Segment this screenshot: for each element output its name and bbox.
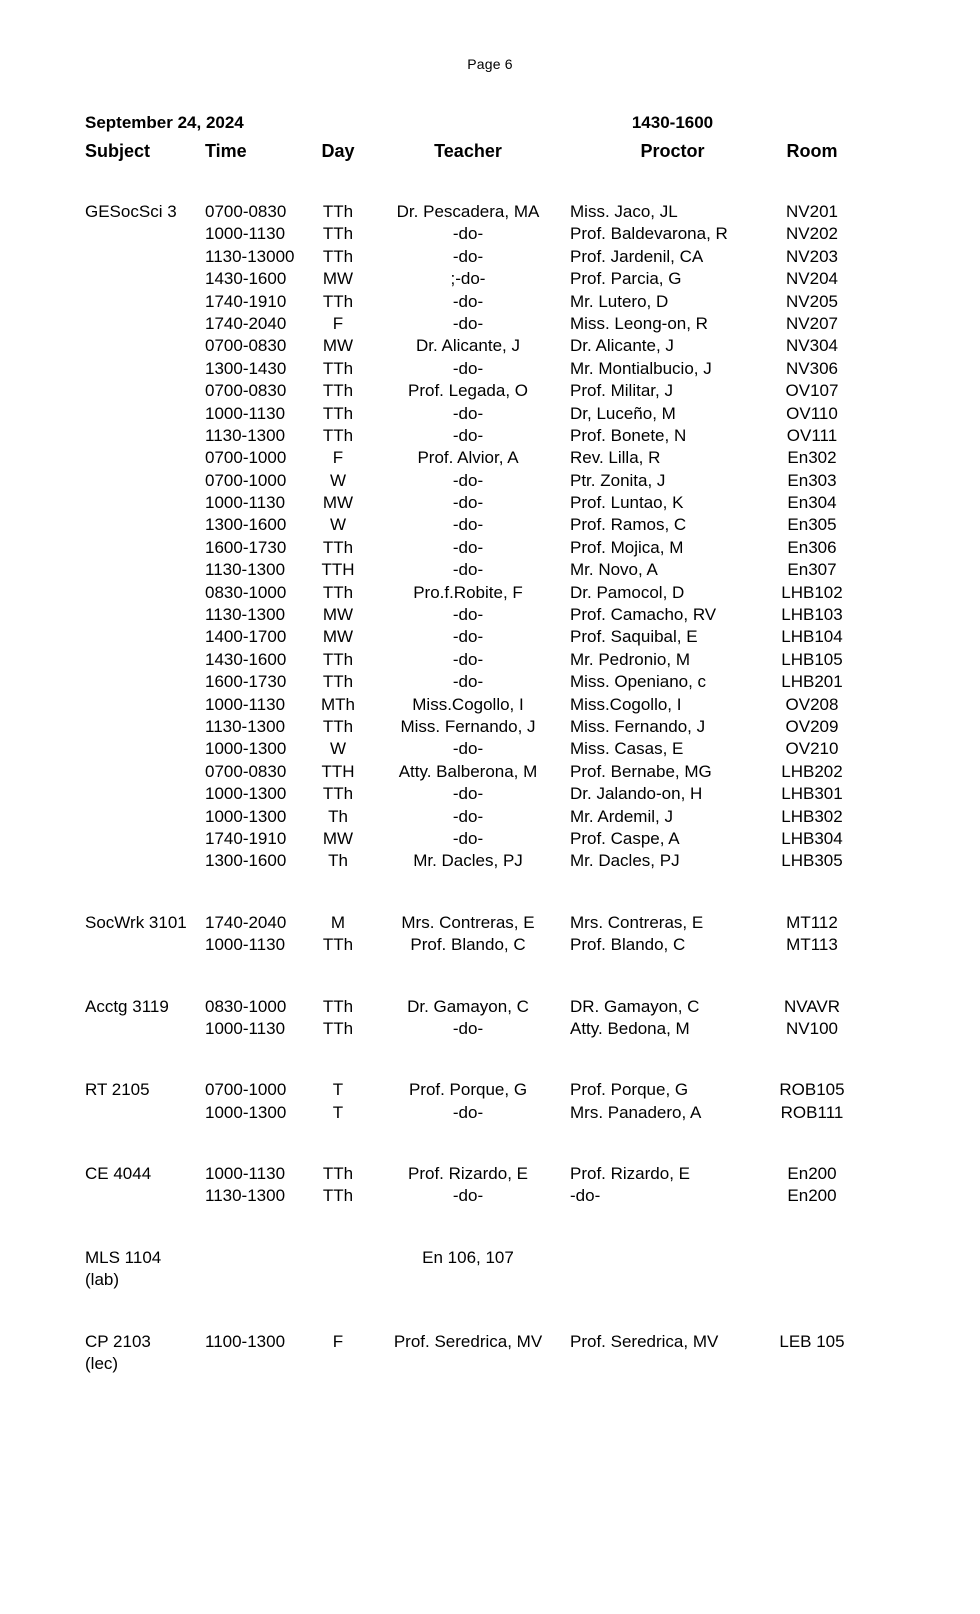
- cell-proctor: Prof. Saquibal, E: [570, 627, 698, 647]
- cell-day: MW: [322, 828, 354, 848]
- cell-day: T: [332, 1080, 344, 1100]
- cell-time: 1130-1300: [205, 605, 286, 625]
- cell-room: En302: [787, 448, 837, 468]
- cell-teacher: -do-: [452, 425, 484, 445]
- cell-room: En307: [787, 560, 837, 580]
- cell-time: 1000-1130: [205, 224, 286, 244]
- cell-room: LHB305: [781, 851, 843, 871]
- cell-room: OV209: [785, 716, 839, 736]
- cell-teacher: -do-: [452, 605, 484, 625]
- cell-time: 1740-1910: [205, 828, 287, 848]
- column-header-time: Time: [205, 141, 247, 161]
- cell-room: LHB301: [781, 784, 843, 804]
- table-row: [0, 671, 980, 693]
- cell-proctor: Mr. Montialbucio, J: [570, 358, 712, 378]
- cell-teacher: Prof. Seredrica, MV: [393, 1331, 543, 1351]
- cell-room: NVAVR: [783, 996, 841, 1016]
- cell-proctor: Mr. Pedronio, M: [570, 649, 690, 669]
- cell-room: LEB 105: [779, 1331, 845, 1351]
- cell-teacher: Prof. Porque, G: [408, 1080, 528, 1100]
- cell-day: TTh: [322, 1164, 354, 1184]
- cell-time: 1600-1730: [205, 672, 287, 692]
- cell-subject: SocWrk 3101: [85, 912, 187, 932]
- cell-proctor: Prof. Jardenil, CA: [570, 246, 704, 266]
- cell-subject: CP 2103: [85, 1331, 151, 1351]
- table-row: [0, 470, 980, 492]
- cell-proctor: Prof. Mojica, M: [570, 537, 684, 557]
- cell-day: MW: [322, 493, 354, 513]
- cell-room: NV204: [786, 269, 838, 289]
- cell-time: 0700-1000: [205, 1080, 287, 1100]
- table-row: [0, 850, 980, 872]
- cell-time: 0830-1000: [205, 582, 287, 602]
- cell-proctor: Prof. Baldevarona, R: [570, 224, 728, 244]
- table-row: [0, 626, 980, 648]
- cell-day: MW: [322, 336, 354, 356]
- cell-teacher: -do-: [452, 493, 484, 513]
- cell-day: W: [329, 739, 347, 759]
- cell-teacher: -do-: [452, 739, 484, 759]
- cell-day: TTh: [322, 537, 354, 557]
- cell-time: 1400-1700: [205, 627, 287, 647]
- cell-time: 0700-0830: [205, 381, 287, 401]
- cell-time: 1000-1300: [205, 806, 287, 826]
- column-header-room: Room: [786, 141, 838, 161]
- cell-room: En306: [787, 537, 837, 557]
- cell-room: NV306: [786, 358, 838, 378]
- cell-proctor: Dr. Alicante, J: [570, 336, 674, 356]
- cell-teacher: -do-: [452, 649, 484, 669]
- cell-time: 1000-1130: [205, 1018, 286, 1038]
- cell-teacher: -do-: [452, 515, 484, 535]
- cell-proctor: Mr. Novo, A: [570, 560, 658, 580]
- cell-time: 1000-1130: [205, 403, 286, 423]
- cell-room: LHB304: [781, 828, 843, 848]
- cell-room: En303: [787, 470, 837, 490]
- cell-room: NV205: [786, 291, 838, 311]
- cell-proctor: -do-: [570, 1186, 601, 1206]
- table-row: [0, 1185, 980, 1207]
- cell-subject: Acctg 3119: [85, 996, 169, 1016]
- cell-teacher: En 106, 107: [422, 1247, 514, 1267]
- table-row: [0, 291, 980, 313]
- cell-day: T: [332, 1102, 344, 1122]
- cell-day: MW: [322, 269, 354, 289]
- cell-proctor: Rev. Lilla, R: [570, 448, 661, 468]
- cell-day: TTh: [322, 996, 354, 1016]
- cell-proctor: Miss. Jaco, JL: [570, 202, 678, 221]
- table-row: [0, 649, 980, 671]
- group-spacer: [0, 1208, 980, 1247]
- cell-day: F: [332, 448, 344, 468]
- cell-time: 1000-1130: [205, 1164, 286, 1184]
- cell-teacher: Prof. Rizardo, E: [408, 1164, 528, 1184]
- table-row: [0, 268, 980, 290]
- cell-room: LHB104: [781, 627, 843, 647]
- cell-teacher: ;-do-: [450, 269, 486, 289]
- table-row: [0, 694, 980, 716]
- cell-time: 1740-2040: [205, 912, 287, 932]
- subject-group: [0, 912, 980, 957]
- cell-room: MT112: [786, 912, 838, 932]
- table-row: [0, 358, 980, 380]
- table-row: [0, 313, 980, 335]
- cell-room: ROB105: [779, 1080, 845, 1100]
- cell-proctor: Prof. Luntao, K: [570, 493, 684, 513]
- cell-day: MW: [322, 605, 354, 625]
- table-row: [0, 1247, 980, 1292]
- cell-time: 1000-1300: [205, 1102, 287, 1122]
- cell-room: NV201: [786, 202, 838, 221]
- column-header-day: Day: [321, 141, 355, 161]
- cell-time: 1130-13000: [205, 246, 295, 266]
- table-row: [0, 716, 980, 738]
- cell-time: 1600-1730: [205, 537, 287, 557]
- cell-time: 1000-1130: [205, 694, 286, 714]
- cell-teacher: Dr. Gamayon, C: [407, 996, 529, 1016]
- cell-day: TTh: [322, 1186, 354, 1206]
- cell-teacher: -do-: [452, 246, 484, 266]
- cell-proctor: Ptr. Zonita, J: [570, 470, 666, 490]
- cell-room: NV203: [786, 246, 838, 266]
- cell-time: 1300-1430: [205, 358, 287, 378]
- schedule-table: [0, 201, 980, 1375]
- cell-teacher: Miss.Cogollo, I: [412, 694, 524, 714]
- cell-day: TTh: [322, 202, 354, 221]
- cell-day: TTH: [321, 560, 355, 580]
- cell-subject: GESocSci 3: [85, 202, 177, 221]
- column-header-teacher: Teacher: [434, 141, 502, 161]
- cell-proctor: Dr. Pamocol, D: [570, 582, 685, 602]
- cell-proctor: Mrs. Contreras, E: [570, 912, 704, 932]
- cell-proctor: Prof. Militar, J: [570, 381, 673, 401]
- table-row: [0, 1018, 980, 1040]
- cell-time: 0700-1000: [205, 448, 287, 468]
- cell-teacher: -do-: [452, 224, 484, 244]
- cell-proctor: Miss. Casas, E: [570, 739, 684, 759]
- subject-group: [0, 1331, 980, 1376]
- table-row: [0, 223, 980, 245]
- cell-day: TTh: [322, 935, 354, 955]
- subject-group: [0, 201, 980, 873]
- subject-group: [0, 996, 980, 1041]
- group-spacer: [0, 1124, 980, 1163]
- document-header: [0, 113, 980, 175]
- cell-subject: CE 4044: [85, 1164, 152, 1184]
- cell-teacher: -do-: [452, 291, 484, 311]
- cell-day: TTh: [322, 582, 354, 602]
- cell-proctor: Prof. Bonete, N: [570, 425, 687, 445]
- cell-teacher: Prof. Blando, C: [410, 935, 526, 955]
- table-row: [0, 335, 980, 357]
- cell-time: 1300-1600: [205, 851, 287, 871]
- cell-day: TTh: [322, 1018, 354, 1038]
- group-spacer: [0, 1292, 980, 1331]
- cell-teacher: -do-: [452, 1186, 484, 1206]
- table-row: [0, 492, 980, 514]
- table-row: [0, 783, 980, 805]
- cell-proctor: Mrs. Panadero, A: [570, 1102, 702, 1122]
- column-header-subject: Subject: [85, 141, 151, 161]
- cell-time: 0700-0830: [205, 336, 287, 356]
- cell-proctor: DR. Gamayon, C: [570, 996, 700, 1016]
- table-row: [0, 761, 980, 783]
- cell-proctor: Atty. Bedona, M: [570, 1018, 690, 1038]
- page-number: Page 6: [467, 56, 513, 72]
- cell-time: 1430-1600: [205, 269, 287, 289]
- cell-teacher: Pro.f.Robite, F: [413, 582, 523, 602]
- table-row: [0, 934, 980, 956]
- cell-day: F: [332, 313, 344, 333]
- cell-time: 1430-1600: [205, 649, 287, 669]
- cell-time: 1130-1300: [205, 560, 286, 580]
- cell-time: 1130-1300: [205, 425, 286, 445]
- cell-time: 1000-1130: [205, 935, 286, 955]
- subject-group: [0, 1247, 980, 1292]
- table-row: [0, 380, 980, 402]
- table-row: [0, 537, 980, 559]
- cell-time: 1000-1300: [205, 739, 287, 759]
- cell-proctor: Prof. Porque, G: [570, 1080, 689, 1100]
- table-row: [0, 1079, 980, 1101]
- cell-proctor: Dr, Luceño, M: [570, 403, 676, 423]
- cell-room: En304: [787, 493, 837, 513]
- cell-time: 0700-1000: [205, 470, 287, 490]
- cell-proctor: Miss. Fernando, J: [570, 716, 706, 736]
- cell-room: LHB202: [781, 761, 843, 781]
- cell-proctor: Prof. Ramos, C: [570, 515, 687, 535]
- cell-day: TTH: [321, 761, 355, 781]
- cell-teacher: Atty. Balberona, M: [398, 761, 538, 781]
- cell-day: W: [329, 515, 347, 535]
- cell-room: OV110: [786, 403, 838, 423]
- cell-day: TTh: [322, 291, 354, 311]
- cell-proctor: Prof. Blando, C: [570, 935, 686, 955]
- cell-time: 1000-1130: [205, 493, 286, 513]
- cell-room: En200: [787, 1164, 837, 1184]
- cell-room: LHB103: [781, 605, 843, 625]
- cell-day: TTh: [322, 672, 354, 692]
- cell-room: OV111: [786, 425, 838, 445]
- cell-proctor: Mr. Dacles, PJ: [570, 851, 680, 871]
- table-row: [0, 514, 980, 536]
- cell-time: 1300-1600: [205, 515, 287, 535]
- cell-teacher: Mrs. Contreras, E: [401, 912, 535, 932]
- table-row: [0, 425, 980, 447]
- table-row: [0, 604, 980, 626]
- cell-teacher: Miss. Fernando, J: [400, 716, 536, 736]
- cell-proctor: Prof. Parcia, G: [570, 269, 682, 289]
- cell-day: TTh: [322, 425, 354, 445]
- table-row: [0, 1102, 980, 1124]
- cell-time: 1740-2040: [205, 313, 287, 333]
- cell-subject-note: (lec): [85, 1354, 119, 1374]
- table-row: [0, 806, 980, 828]
- cell-teacher: -do-: [452, 537, 484, 557]
- cell-proctor: Prof. Bernabe, MG: [570, 761, 712, 781]
- cell-day: TTh: [322, 649, 354, 669]
- column-header-proctor: Proctor: [640, 141, 705, 161]
- cell-room: OV208: [785, 694, 839, 714]
- cell-day: MTh: [321, 694, 355, 714]
- cell-proctor: Mr. Ardemil, J: [570, 806, 673, 826]
- cell-room: LHB201: [781, 672, 843, 692]
- table-row: [0, 912, 980, 934]
- cell-proctor: Dr. Jalando-on, H: [570, 784, 703, 804]
- cell-room: OV210: [785, 739, 839, 759]
- table-row: [0, 201, 980, 223]
- table-row: [0, 828, 980, 850]
- group-spacer: [0, 957, 980, 996]
- cell-room: En200: [787, 1186, 837, 1206]
- cell-room: NV100: [786, 1018, 838, 1038]
- cell-teacher: -do-: [452, 358, 484, 378]
- cell-teacher: -do-: [452, 828, 484, 848]
- table-row: [0, 1331, 980, 1376]
- cell-subject-note: (lab): [85, 1270, 120, 1290]
- cell-day: F: [332, 1331, 344, 1351]
- cell-proctor: Mr. Lutero, D: [570, 291, 669, 311]
- cell-room: OV107: [785, 381, 839, 401]
- cell-teacher: -do-: [452, 403, 484, 423]
- cell-proctor: Prof. Caspe, A: [570, 828, 680, 848]
- subject-group: [0, 1163, 980, 1208]
- cell-day: MW: [322, 627, 354, 647]
- cell-room: LHB105: [781, 649, 843, 669]
- cell-time: 1130-1300: [205, 716, 286, 736]
- cell-day: Th: [328, 806, 348, 826]
- cell-room: ROB111: [780, 1102, 844, 1122]
- cell-proctor: Miss.Cogollo, I: [570, 694, 682, 714]
- cell-room: En305: [787, 515, 837, 535]
- cell-teacher: -do-: [452, 313, 484, 333]
- cell-teacher: Prof. Alvior, A: [417, 448, 519, 468]
- cell-day: TTh: [322, 358, 354, 378]
- cell-day: TTh: [322, 716, 354, 736]
- subject-group: [0, 1079, 980, 1124]
- cell-time: 1000-1300: [205, 784, 287, 804]
- cell-subject: RT 2105: [85, 1080, 150, 1100]
- cell-day: TTh: [322, 224, 354, 244]
- cell-time: 0830-1000: [205, 996, 287, 1016]
- cell-day: TTh: [322, 381, 354, 401]
- cell-day: TTh: [322, 246, 354, 266]
- cell-teacher: Dr. Pescadera, MA: [396, 202, 540, 221]
- cell-proctor: Prof. Rizardo, E: [570, 1164, 690, 1184]
- table-row: [0, 1163, 980, 1185]
- cell-room: NV207: [786, 313, 838, 333]
- cell-teacher: -do-: [452, 627, 484, 647]
- cell-room: LHB102: [781, 582, 843, 602]
- table-row: [0, 738, 980, 760]
- group-spacer: [0, 873, 980, 912]
- cell-day: M: [330, 912, 346, 932]
- cell-teacher: -do-: [452, 806, 484, 826]
- cell-time: 0700-0830: [205, 761, 287, 781]
- cell-teacher: Dr. Alicante, J: [416, 336, 520, 356]
- cell-teacher: -do-: [452, 784, 484, 804]
- cell-proctor: Miss. Leong-on, R: [570, 313, 708, 333]
- schedule-date: September 24, 2024: [85, 113, 244, 132]
- table-row: [0, 559, 980, 581]
- cell-room: NV202: [786, 224, 838, 244]
- cell-teacher: -do-: [452, 672, 484, 692]
- table-row: [0, 582, 980, 604]
- cell-teacher: -do-: [452, 560, 484, 580]
- cell-teacher: -do-: [452, 1102, 484, 1122]
- cell-subject: MLS 1104: [85, 1247, 162, 1267]
- cell-proctor: Prof. Camacho, RV: [570, 605, 717, 625]
- session-time-label: 1430-1600: [631, 113, 714, 132]
- cell-room: NV304: [786, 336, 838, 356]
- cell-room: MT113: [786, 935, 838, 955]
- cell-teacher: -do-: [452, 1018, 484, 1038]
- cell-day: W: [329, 470, 347, 490]
- cell-teacher: Mr. Dacles, PJ: [413, 851, 523, 871]
- cell-day: TTh: [322, 784, 354, 804]
- table-row: [0, 403, 980, 425]
- cell-teacher: Prof. Legada, O: [407, 381, 529, 401]
- cell-time: 1740-1910: [205, 291, 287, 311]
- cell-teacher: -do-: [452, 470, 484, 490]
- cell-proctor: Prof. Seredrica, MV: [570, 1331, 719, 1351]
- cell-room: LHB302: [781, 806, 843, 826]
- cell-day: Th: [328, 851, 348, 871]
- table-row: [0, 447, 980, 469]
- table-row: [0, 246, 980, 268]
- cell-proctor: Miss. Openiano, c: [570, 672, 707, 692]
- table-row: [0, 996, 980, 1018]
- group-spacer: [0, 1040, 980, 1079]
- cell-day: TTh: [322, 403, 354, 423]
- cell-time: 1100-1300: [205, 1331, 286, 1351]
- cell-time: 1130-1300: [205, 1186, 286, 1206]
- cell-time: 0700-0830: [205, 202, 287, 221]
